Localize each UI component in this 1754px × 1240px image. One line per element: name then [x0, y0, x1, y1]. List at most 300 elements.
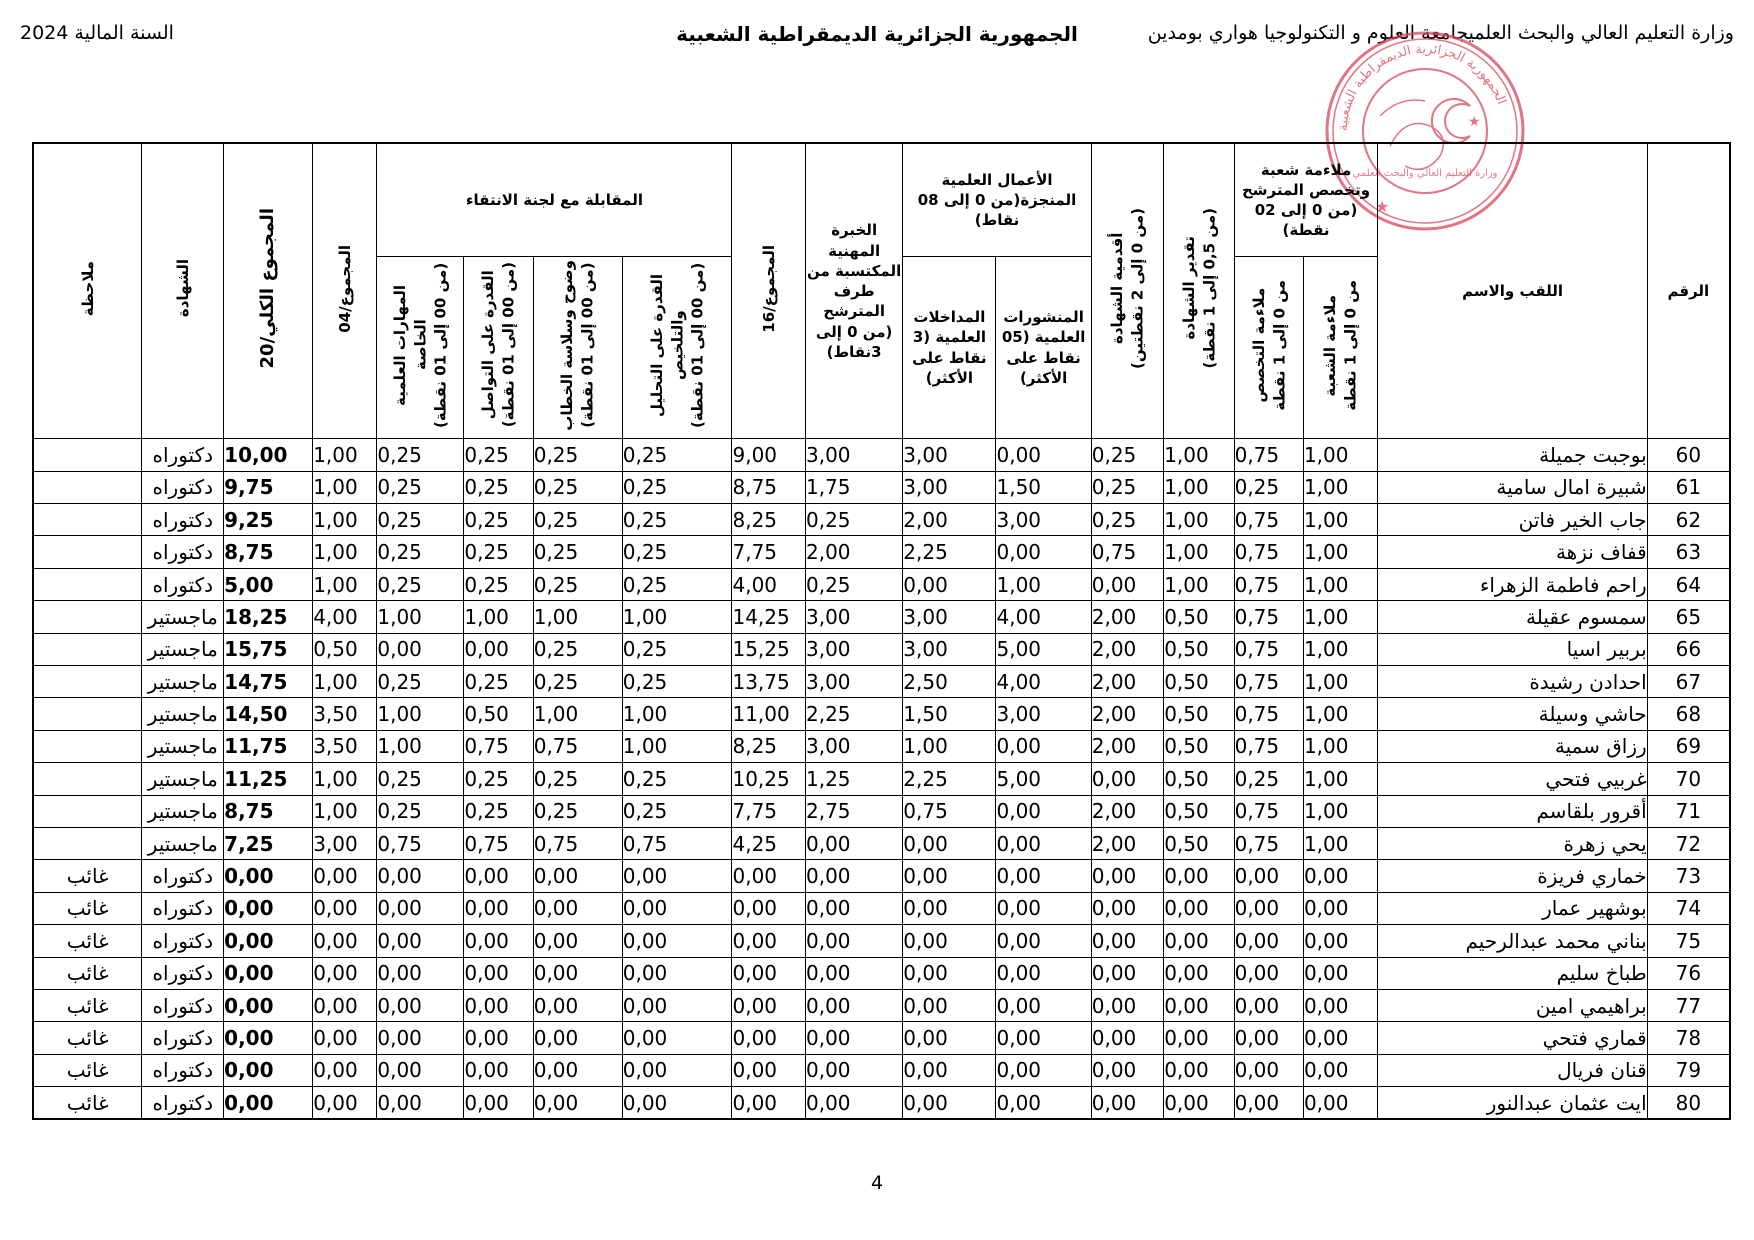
- table-row: [33, 439, 1730, 471]
- communication-cell: 0,25: [464, 795, 533, 827]
- experience-cell: 1,75: [805, 471, 902, 503]
- communications-cell: 3,00: [903, 439, 996, 471]
- communication-cell: 0,25: [464, 568, 533, 600]
- communications-cell: 0,00: [903, 925, 996, 957]
- subtotal04-cell: 0,00: [313, 1022, 377, 1054]
- subtotal16-cell: 4,00: [732, 568, 806, 600]
- table-row: [33, 471, 1730, 503]
- skills-cell: 0,00: [377, 957, 464, 989]
- analysis-cell: 0,00: [622, 892, 732, 924]
- name-cell: بربير اسيا: [1378, 633, 1647, 665]
- communication-cell: 0,00: [464, 1022, 533, 1054]
- col-analysis: القدرة على التحليل والتلخيص (من 00 إلى 01 نقطة): [622, 257, 732, 439]
- analysis-cell: 1,00: [622, 698, 732, 730]
- communications-cell: 0,00: [903, 892, 996, 924]
- analysis-cell: 1,00: [622, 730, 732, 762]
- skills-cell: 0,75: [377, 827, 464, 859]
- col-group-fit: ملاءمة شعبة وتخصص المترشح (من 0 إلى 02 نقطة): [1234, 143, 1378, 257]
- total20-cell: 0,00: [224, 860, 313, 892]
- degree-grade-cell: 0,00: [1164, 925, 1234, 957]
- col-subtotal04: المجموع/04: [313, 143, 377, 439]
- subtotal16-cell: 7,75: [732, 795, 806, 827]
- subtotal16-cell: 9,00: [732, 439, 806, 471]
- degree-grade-cell: 0,50: [1164, 795, 1234, 827]
- specialty-fit-cell: 0,00: [1234, 1087, 1303, 1120]
- subtotal04-cell: 4,00: [313, 601, 377, 633]
- analysis-cell: 0,75: [622, 827, 732, 859]
- experience-cell: 0,00: [805, 925, 902, 957]
- publications-cell: 0,00: [996, 439, 1091, 471]
- table-row: [33, 1087, 1730, 1120]
- skills-cell: 0,00: [377, 860, 464, 892]
- skills-cell: 0,25: [377, 504, 464, 536]
- branch-fit-cell: 0,00: [1303, 1022, 1378, 1054]
- name-cell: غربيي فتحي: [1378, 763, 1647, 795]
- specialty-fit-cell: 0,00: [1234, 860, 1303, 892]
- subtotal16-cell: 0,00: [732, 1087, 806, 1120]
- skills-cell: 0,00: [377, 1087, 464, 1120]
- experience-cell: 0,00: [805, 989, 902, 1021]
- note-cell: غائب: [33, 925, 142, 957]
- subtotal04-cell: 1,00: [313, 439, 377, 471]
- experience-cell: 3,00: [805, 633, 902, 665]
- name-cell: قماري فتحي: [1378, 1022, 1647, 1054]
- analysis-cell: 0,00: [622, 1022, 732, 1054]
- col-publications: المنشورات العلمية (05 نقاط على الأكثر): [996, 257, 1091, 439]
- subtotal04-cell: 0,00: [313, 957, 377, 989]
- publications-cell: 5,00: [996, 763, 1091, 795]
- skills-cell: 0,00: [377, 989, 464, 1021]
- certificate-cell: دكتوراه: [142, 860, 224, 892]
- total20-cell: 8,75: [224, 795, 313, 827]
- publications-cell: 0,00: [996, 1087, 1091, 1120]
- degree-seniority-cell: 0,00: [1091, 763, 1163, 795]
- col-experience: الخبرة المهنية المكتسبة من طرف المترشح (من 0 إلى 3نقاط): [805, 143, 902, 439]
- degree-seniority-cell: 0,00: [1091, 925, 1163, 957]
- specialty-fit-cell: 0,00: [1234, 892, 1303, 924]
- communications-cell: 1,00: [903, 730, 996, 762]
- communication-cell: 0,75: [464, 827, 533, 859]
- clarity-cell: 0,00: [533, 1022, 622, 1054]
- skills-cell: 0,25: [377, 763, 464, 795]
- experience-cell: 2,00: [805, 536, 902, 568]
- branch-fit-cell: 1,00: [1303, 439, 1378, 471]
- total20-cell: 0,00: [224, 989, 313, 1021]
- analysis-cell: 0,25: [622, 471, 732, 503]
- table-row: [33, 536, 1730, 568]
- experience-cell: 0,00: [805, 892, 902, 924]
- col-certificate: الشهادة: [142, 143, 224, 439]
- analysis-cell: 1,00: [622, 601, 732, 633]
- communications-cell: 0,00: [903, 989, 996, 1021]
- total20-cell: 0,00: [224, 925, 313, 957]
- degree-grade-cell: 0,50: [1164, 763, 1234, 795]
- publications-cell: 5,00: [996, 633, 1091, 665]
- note-cell: [33, 471, 142, 503]
- subtotal16-cell: 7,75: [732, 536, 806, 568]
- rank-cell: 69: [1647, 730, 1730, 762]
- table-row: [33, 892, 1730, 924]
- col-group-interview: المقابلة مع لجنة الانتقاء: [377, 143, 732, 257]
- degree-seniority-cell: 0,00: [1091, 989, 1163, 1021]
- degree-seniority-cell: 0,25: [1091, 439, 1163, 471]
- note-cell: [33, 665, 142, 697]
- total20-cell: 10,00: [224, 439, 313, 471]
- communication-cell: 0,25: [464, 665, 533, 697]
- rank-cell: 71: [1647, 795, 1730, 827]
- branch-fit-cell: 1,00: [1303, 665, 1378, 697]
- note-cell: [33, 698, 142, 730]
- publications-cell: 0,00: [996, 925, 1091, 957]
- name-cell: قفاف نزهة: [1378, 536, 1647, 568]
- clarity-cell: 0,00: [533, 892, 622, 924]
- table-row: [33, 601, 1730, 633]
- degree-grade-cell: 0,50: [1164, 601, 1234, 633]
- note-cell: غائب: [33, 989, 142, 1021]
- degree-seniority-cell: 0,25: [1091, 471, 1163, 503]
- rank-cell: 63: [1647, 536, 1730, 568]
- experience-cell: 0,00: [805, 1022, 902, 1054]
- page-number: 4: [870, 1172, 884, 1194]
- analysis-cell: 0,25: [622, 665, 732, 697]
- rank-cell: 75: [1647, 925, 1730, 957]
- publications-cell: 1,50: [996, 471, 1091, 503]
- table-row: [33, 665, 1730, 697]
- communication-cell: 0,75: [464, 730, 533, 762]
- note-cell: غائب: [33, 892, 142, 924]
- certificate-cell: دكتوراه: [142, 892, 224, 924]
- branch-fit-cell: 1,00: [1303, 730, 1378, 762]
- rank-cell: 78: [1647, 1022, 1730, 1054]
- clarity-cell: 0,25: [533, 795, 622, 827]
- experience-cell: 2,75: [805, 795, 902, 827]
- subtotal04-cell: 0,00: [313, 989, 377, 1021]
- skills-cell: 0,25: [377, 568, 464, 600]
- communication-cell: 0,50: [464, 698, 533, 730]
- communications-cell: 0,00: [903, 827, 996, 859]
- clarity-cell: 1,00: [533, 601, 622, 633]
- note-cell: [33, 439, 142, 471]
- rank-cell: 62: [1647, 504, 1730, 536]
- certificate-cell: دكتوراه: [142, 989, 224, 1021]
- skills-cell: 0,25: [377, 536, 464, 568]
- degree-seniority-cell: 0,00: [1091, 1087, 1163, 1120]
- clarity-cell: 0,00: [533, 1087, 622, 1120]
- certificate-cell: دكتوراه: [142, 471, 224, 503]
- table-row: [33, 860, 1730, 892]
- skills-cell: 0,25: [377, 439, 464, 471]
- note-cell: [33, 536, 142, 568]
- experience-cell: 0,25: [805, 568, 902, 600]
- total20-cell: 9,25: [224, 504, 313, 536]
- name-cell: رزاق سمية: [1378, 730, 1647, 762]
- skills-cell: 0,00: [377, 633, 464, 665]
- specialty-fit-cell: 0,75: [1234, 827, 1303, 859]
- clarity-cell: 0,00: [533, 1054, 622, 1086]
- skills-cell: 1,00: [377, 730, 464, 762]
- degree-seniority-cell: 2,00: [1091, 795, 1163, 827]
- communication-cell: 0,25: [464, 439, 533, 471]
- publications-cell: 4,00: [996, 601, 1091, 633]
- communication-cell: 0,25: [464, 763, 533, 795]
- communication-cell: 0,00: [464, 925, 533, 957]
- specialty-fit-cell: 0,25: [1234, 763, 1303, 795]
- specialty-fit-cell: 0,00: [1234, 989, 1303, 1021]
- degree-grade-cell: 0,00: [1164, 892, 1234, 924]
- certificate-cell: دكتوراه: [142, 925, 224, 957]
- table-row: [33, 504, 1730, 536]
- experience-cell: 3,00: [805, 665, 902, 697]
- stamp-inner-text: وزارة التعليم العالي والبحث العلمي: [1352, 168, 1498, 179]
- certificate-cell: ماجستير: [142, 601, 224, 633]
- degree-seniority-cell: 0,00: [1091, 860, 1163, 892]
- name-cell: خماري فريزة: [1378, 860, 1647, 892]
- table-row: [33, 730, 1730, 762]
- communication-cell: 0,00: [464, 957, 533, 989]
- specialty-fit-cell: 0,75: [1234, 730, 1303, 762]
- total20-cell: 5,00: [224, 568, 313, 600]
- rank-cell: 77: [1647, 989, 1730, 1021]
- rank-cell: 66: [1647, 633, 1730, 665]
- certificate-cell: ماجستير: [142, 730, 224, 762]
- analysis-cell: 0,00: [622, 1054, 732, 1086]
- skills-cell: 0,00: [377, 925, 464, 957]
- total20-cell: 7,25: [224, 827, 313, 859]
- certificate-cell: دكتوراه: [142, 504, 224, 536]
- table-row: [33, 633, 1730, 665]
- specialty-fit-cell: 0,00: [1234, 925, 1303, 957]
- publications-cell: 0,00: [996, 536, 1091, 568]
- branch-fit-cell: 1,00: [1303, 568, 1378, 600]
- rank-cell: 64: [1647, 568, 1730, 600]
- communications-cell: 3,00: [903, 633, 996, 665]
- degree-seniority-cell: 2,00: [1091, 665, 1163, 697]
- degree-grade-cell: 0,00: [1164, 1087, 1234, 1120]
- note-cell: [33, 827, 142, 859]
- name-cell: راحم فاطمة الزهراء: [1378, 568, 1647, 600]
- communications-cell: 2,25: [903, 536, 996, 568]
- note-cell: [33, 763, 142, 795]
- name-cell: أقرور بلقاسم: [1378, 795, 1647, 827]
- clarity-cell: 0,25: [533, 471, 622, 503]
- subtotal16-cell: 0,00: [732, 1054, 806, 1086]
- total20-cell: 0,00: [224, 892, 313, 924]
- subtotal16-cell: 0,00: [732, 925, 806, 957]
- rank-cell: 67: [1647, 665, 1730, 697]
- name-cell: بناني محمد عبدالرحيم: [1378, 925, 1647, 957]
- stamp-ring-text: الجمهورية الجزائرية الديمقراطية الشعبية: [1335, 41, 1509, 132]
- certificate-cell: ماجستير: [142, 698, 224, 730]
- skills-cell: 0,00: [377, 1022, 464, 1054]
- clarity-cell: 0,25: [533, 763, 622, 795]
- total20-cell: 0,00: [224, 957, 313, 989]
- experience-cell: 0,25: [805, 504, 902, 536]
- results-table: [32, 142, 1731, 1120]
- branch-fit-cell: 0,00: [1303, 1054, 1378, 1086]
- experience-cell: 1,25: [805, 763, 902, 795]
- experience-cell: 0,00: [805, 1087, 902, 1120]
- clarity-cell: 0,00: [533, 860, 622, 892]
- note-cell: [33, 633, 142, 665]
- clarity-cell: 0,25: [533, 536, 622, 568]
- publications-cell: 0,00: [996, 892, 1091, 924]
- degree-grade-cell: 0,50: [1164, 633, 1234, 665]
- degree-grade-cell: 1,00: [1164, 439, 1234, 471]
- subtotal04-cell: 1,00: [313, 795, 377, 827]
- degree-seniority-cell: 2,00: [1091, 730, 1163, 762]
- rank-cell: 74: [1647, 892, 1730, 924]
- degree-grade-cell: 0,50: [1164, 827, 1234, 859]
- communications-cell: 2,25: [903, 763, 996, 795]
- specialty-fit-cell: 0,00: [1234, 1054, 1303, 1086]
- clarity-cell: 0,00: [533, 957, 622, 989]
- communications-cell: 0,00: [903, 1087, 996, 1120]
- svg-text:★: ★: [1375, 197, 1390, 216]
- note-cell: [33, 730, 142, 762]
- subtotal16-cell: 0,00: [732, 1022, 806, 1054]
- total20-cell: 11,25: [224, 763, 313, 795]
- col-clarity: وضوح وسلاسة الخطاب (من 00 إلى 01 نقطة): [533, 257, 622, 439]
- rank-cell: 70: [1647, 763, 1730, 795]
- clarity-cell: 0,75: [533, 730, 622, 762]
- specialty-fit-cell: 0,75: [1234, 536, 1303, 568]
- rank-cell: 68: [1647, 698, 1730, 730]
- branch-fit-cell: 1,00: [1303, 698, 1378, 730]
- name-cell: يحي زهرة: [1378, 827, 1647, 859]
- certificate-cell: دكتوراه: [142, 1087, 224, 1120]
- note-cell: غائب: [33, 1087, 142, 1120]
- degree-grade-cell: 1,00: [1164, 504, 1234, 536]
- clarity-cell: 0,25: [533, 568, 622, 600]
- certificate-cell: ماجستير: [142, 665, 224, 697]
- degree-grade-cell: 0,50: [1164, 698, 1234, 730]
- subtotal16-cell: 14,25: [732, 601, 806, 633]
- table-row: [33, 989, 1730, 1021]
- certificate-cell: ماجستير: [142, 633, 224, 665]
- analysis-cell: 0,00: [622, 1087, 732, 1120]
- communication-cell: 0,25: [464, 536, 533, 568]
- specialty-fit-cell: 0,75: [1234, 633, 1303, 665]
- subtotal04-cell: 0,00: [313, 860, 377, 892]
- communications-cell: 0,00: [903, 1054, 996, 1086]
- ministry-header: وزارة التعليم العالي والبحث العلميجامعة العلوم و التكنولوجيا هواري بومدين: [1147, 22, 1734, 44]
- col-degree-grade: تقدير الشهادة (من 0,5 إلى 1 نقطة): [1164, 143, 1234, 439]
- note-cell: [33, 601, 142, 633]
- clarity-cell: 1,00: [533, 698, 622, 730]
- table-row: [33, 925, 1730, 957]
- degree-seniority-cell: 0,25: [1091, 504, 1163, 536]
- specialty-fit-cell: 0,25: [1234, 471, 1303, 503]
- note-cell: غائب: [33, 860, 142, 892]
- experience-cell: 3,00: [805, 730, 902, 762]
- clarity-cell: 0,25: [533, 633, 622, 665]
- communication-cell: 0,00: [464, 860, 533, 892]
- degree-seniority-cell: 0,75: [1091, 536, 1163, 568]
- communication-cell: 0,00: [464, 1087, 533, 1120]
- experience-cell: 3,00: [805, 439, 902, 471]
- analysis-cell: 0,25: [622, 633, 732, 665]
- col-note: ملاحظة: [33, 143, 142, 439]
- name-cell: حاشي وسيلة: [1378, 698, 1647, 730]
- col-fit-specialty: ملاءمة التخصص من 0 إلى 1 نقطة: [1234, 257, 1303, 439]
- col-degree-seniority: أقدمية الشهادة (من 0 إلى 2 نقطتين): [1091, 143, 1163, 439]
- certificate-cell: ماجستير: [142, 795, 224, 827]
- branch-fit-cell: 0,00: [1303, 1087, 1378, 1120]
- name-cell: جاب الخير فاتن: [1378, 504, 1647, 536]
- experience-cell: 2,25: [805, 698, 902, 730]
- degree-grade-cell: 0,00: [1164, 860, 1234, 892]
- note-cell: غائب: [33, 1054, 142, 1086]
- specialty-fit-cell: 0,75: [1234, 795, 1303, 827]
- table-row: [33, 827, 1730, 859]
- name-cell: براهيمي امين: [1378, 989, 1647, 1021]
- communication-cell: 0,25: [464, 471, 533, 503]
- specialty-fit-cell: 0,00: [1234, 1022, 1303, 1054]
- subtotal04-cell: 0,00: [313, 892, 377, 924]
- subtotal16-cell: 15,25: [732, 633, 806, 665]
- fiscal-year-header: السنة المالية 2024: [20, 22, 174, 44]
- branch-fit-cell: 1,00: [1303, 536, 1378, 568]
- communication-cell: 0,25: [464, 504, 533, 536]
- skills-cell: 0,25: [377, 795, 464, 827]
- analysis-cell: 0,00: [622, 989, 732, 1021]
- subtotal04-cell: 0,00: [313, 1054, 377, 1086]
- communications-cell: 2,50: [903, 665, 996, 697]
- col-communications: المداخلات العلمية (3 نقاط على الأكثر): [903, 257, 996, 439]
- degree-grade-cell: 1,00: [1164, 471, 1234, 503]
- subtotal16-cell: 4,25: [732, 827, 806, 859]
- note-cell: [33, 504, 142, 536]
- degree-grade-cell: 0,00: [1164, 1054, 1234, 1086]
- skills-cell: 0,00: [377, 892, 464, 924]
- skills-cell: 1,00: [377, 601, 464, 633]
- rank-cell: 65: [1647, 601, 1730, 633]
- col-fit-branch: ملاءمة الشعبة من 0 إلى 1 نقطة: [1303, 257, 1378, 439]
- clarity-cell: 0,75: [533, 827, 622, 859]
- branch-fit-cell: 0,00: [1303, 860, 1378, 892]
- communications-cell: 0,00: [903, 568, 996, 600]
- branch-fit-cell: 1,00: [1303, 504, 1378, 536]
- total20-cell: 11,75: [224, 730, 313, 762]
- subtotal04-cell: 1,00: [313, 665, 377, 697]
- subtotal04-cell: 1,00: [313, 763, 377, 795]
- rank-cell: 61: [1647, 471, 1730, 503]
- col-skills: المهارات العلمية الخاصة (من 00 إلى 01 نقطة): [377, 257, 464, 439]
- analysis-cell: 0,25: [622, 568, 732, 600]
- col-name: اللقب والاسم: [1378, 143, 1647, 439]
- subtotal16-cell: 8,75: [732, 471, 806, 503]
- experience-cell: 0,00: [805, 827, 902, 859]
- table-row: [33, 763, 1730, 795]
- col-subtotal16: المجموع/16: [732, 143, 806, 439]
- publications-cell: 3,00: [996, 504, 1091, 536]
- publications-cell: 0,00: [996, 989, 1091, 1021]
- certificate-cell: ماجستير: [142, 763, 224, 795]
- specialty-fit-cell: 0,75: [1234, 439, 1303, 471]
- name-cell: قنان فريال: [1378, 1054, 1647, 1086]
- experience-cell: 0,00: [805, 860, 902, 892]
- subtotal04-cell: 0,00: [313, 1087, 377, 1120]
- branch-fit-cell: 1,00: [1303, 471, 1378, 503]
- analysis-cell: 0,00: [622, 925, 732, 957]
- communication-cell: 0,00: [464, 892, 533, 924]
- analysis-cell: 0,00: [622, 860, 732, 892]
- rank-cell: 72: [1647, 827, 1730, 859]
- certificate-cell: دكتوراه: [142, 536, 224, 568]
- subtotal16-cell: 0,00: [732, 957, 806, 989]
- certificate-cell: دكتوراه: [142, 439, 224, 471]
- communications-cell: 0,00: [903, 1022, 996, 1054]
